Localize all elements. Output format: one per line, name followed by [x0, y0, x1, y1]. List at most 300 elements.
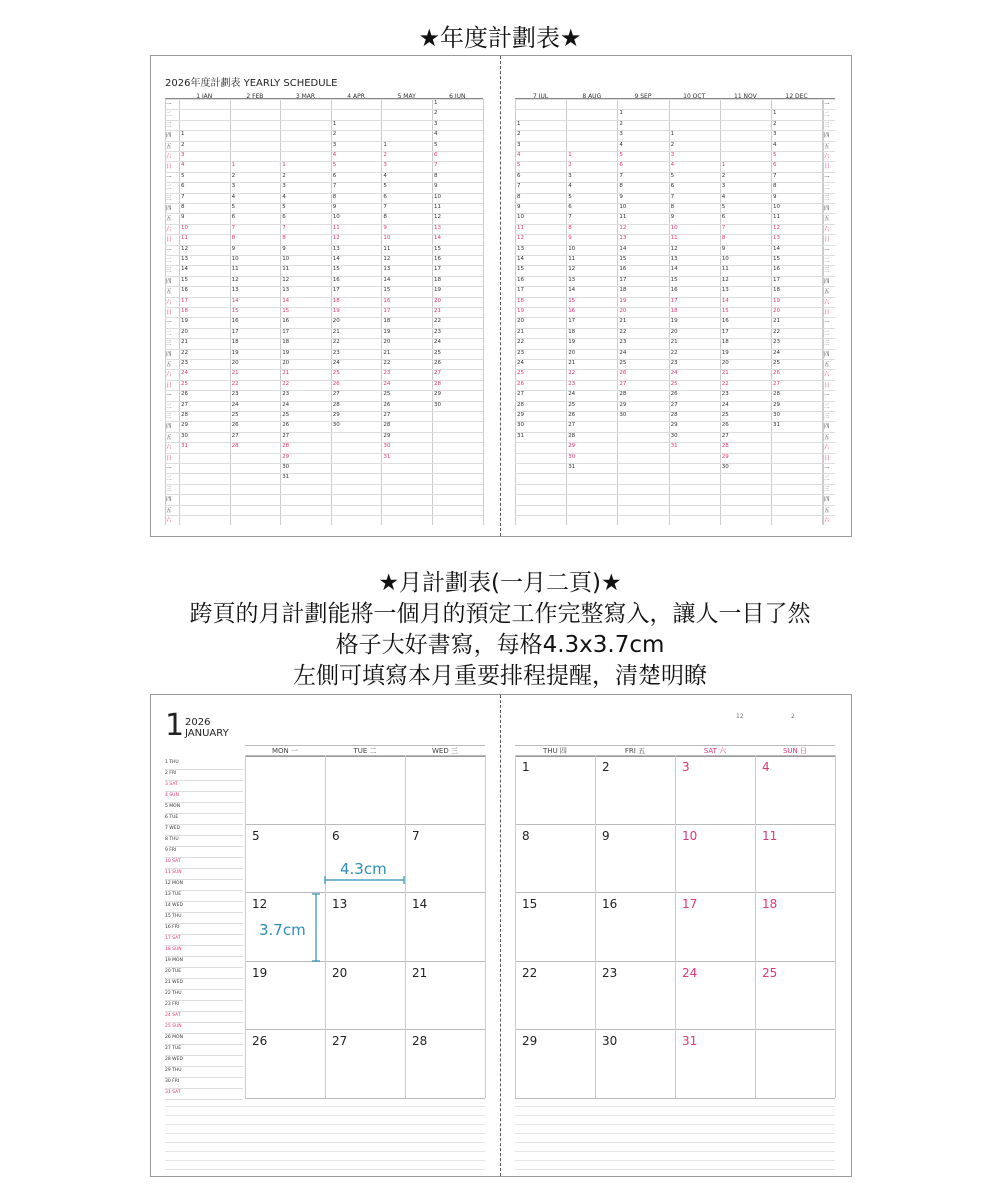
day-number: 13 — [434, 224, 441, 231]
day-number: 20 — [332, 318, 340, 325]
side-day: 23 FRI — [165, 1002, 180, 1007]
monthly-desc-3: 左側可填寫本月重要排程提醒，清楚明瞭 — [293, 663, 707, 689]
row-line — [515, 463, 835, 464]
day-number: 8 — [721, 235, 726, 242]
row-line — [165, 494, 483, 495]
day-number: 13 — [670, 256, 678, 262]
day-number: 19 — [332, 308, 340, 314]
day-number: 12 — [721, 276, 729, 283]
weekday-label: 四 — [824, 351, 830, 358]
day-number: 2 — [181, 141, 185, 148]
row-line — [165, 473, 483, 474]
cell-width-label: 4.3cm — [340, 860, 387, 878]
day-number: 12 — [383, 256, 391, 262]
day-number: 12 — [568, 266, 576, 273]
month-header: 1 JAN — [196, 93, 213, 100]
weekday-label: 一 — [166, 247, 172, 254]
day-number: 1 — [517, 120, 521, 127]
grid-line — [515, 99, 516, 525]
day-number: 13 — [568, 276, 576, 283]
day-number: 8 — [181, 204, 185, 210]
day-number: 20 — [670, 328, 678, 335]
month-header: 11 NOV — [734, 93, 757, 100]
day-number: 2 — [568, 162, 572, 169]
day-number: 13 — [517, 245, 524, 252]
weekday-label: 六 — [824, 372, 830, 379]
day-number: 25 — [434, 349, 441, 356]
day-number: 6 — [619, 162, 623, 169]
day-number: 22 — [181, 349, 188, 356]
side-line — [165, 945, 243, 946]
weekday-header: WED 三 — [405, 745, 485, 757]
weekday-label: 二 — [166, 403, 172, 410]
day-number: 7 — [670, 193, 675, 200]
day-number: 4 — [670, 162, 675, 169]
day-number: 24 — [670, 370, 678, 377]
day-number: 26 — [670, 391, 678, 398]
memo-line — [165, 1160, 485, 1161]
day-number: 15 — [670, 276, 678, 283]
day-number: 27 — [383, 412, 391, 418]
side-day: 22 THU — [165, 991, 182, 996]
side-line — [165, 1077, 243, 1078]
day-number: 25 — [773, 360, 780, 366]
page-fold-line — [500, 695, 501, 1176]
day-number: 4 — [332, 152, 337, 158]
day-number: 3 — [434, 120, 438, 127]
weekday-label: 五 — [824, 143, 830, 150]
row-line — [515, 213, 835, 214]
date-number: 2 — [602, 760, 610, 774]
day-number: 3 — [670, 152, 675, 158]
row-line — [515, 453, 835, 454]
memo-line — [165, 1142, 485, 1143]
weekday-label: 三 — [824, 122, 830, 129]
date-number: 24 — [682, 965, 698, 980]
day-number: 27 — [332, 391, 340, 398]
grid-line — [617, 99, 618, 525]
day-number: 23 — [181, 360, 188, 366]
day-number: 5 — [383, 183, 387, 190]
day-number: 20 — [383, 339, 391, 346]
day-number: 2 — [383, 152, 387, 158]
day-number: 20 — [619, 308, 627, 314]
monthly-schedule-preview — [150, 694, 852, 1177]
day-number: 26 — [231, 422, 239, 429]
date-number: 22 — [522, 965, 538, 980]
side-day: 21 WED — [165, 980, 183, 985]
day-number: 22 — [670, 349, 678, 356]
day-number: 10 — [568, 245, 576, 252]
day-number: 10 — [619, 204, 627, 210]
side-day: 31 SAT — [165, 1090, 181, 1095]
day-number: 1 — [670, 131, 675, 138]
side-day: 27 TUE — [165, 1046, 182, 1051]
day-number: 1 — [434, 100, 438, 106]
day-number: 5 — [568, 193, 572, 200]
day-number: 12 — [231, 276, 239, 283]
day-number: 14 — [568, 287, 576, 294]
day-number: 29 — [434, 391, 441, 398]
day-number: 28 — [181, 412, 188, 418]
side-line — [165, 1000, 243, 1001]
day-number: 16 — [181, 287, 188, 294]
weekday-label: 一 — [824, 466, 830, 472]
memo-line — [165, 1124, 485, 1125]
yearly-schedule-preview — [150, 55, 852, 537]
day-number: 21 — [517, 328, 524, 335]
weekday-label: 四 — [824, 133, 830, 140]
day-number: 21 — [619, 318, 627, 325]
day-number: 10 — [517, 214, 524, 221]
day-number: 2 — [773, 120, 777, 127]
day-number: 18 — [670, 308, 678, 314]
day-number: 16 — [670, 287, 678, 294]
weekday-label: 三 — [166, 122, 172, 129]
col-line — [485, 755, 486, 1098]
day-number: 14 — [619, 245, 627, 252]
day-number: 23 — [383, 370, 391, 377]
side-day: 18 SUN — [165, 947, 182, 952]
weekday-label: 六 — [824, 445, 830, 452]
day-number: 17 — [670, 297, 678, 304]
side-line — [165, 1099, 243, 1100]
memo-line — [165, 1115, 485, 1116]
day-number: 15 — [773, 256, 780, 262]
day-number: 13 — [231, 287, 239, 294]
memo-line — [165, 1151, 485, 1152]
side-line — [165, 1088, 243, 1089]
day-number: 7 — [181, 193, 185, 200]
day-number: 13 — [773, 235, 780, 242]
weekday-label: 四 — [166, 497, 172, 504]
day-number: 24 — [619, 349, 627, 356]
weekday-label: 六 — [166, 518, 172, 524]
day-number: 17 — [721, 328, 729, 335]
side-day: 12 MON — [165, 881, 183, 886]
day-number: 2 — [282, 172, 286, 179]
side-day: 17 SAT — [165, 936, 181, 941]
day-number: 2 — [517, 131, 521, 138]
day-number: 17 — [619, 276, 627, 283]
day-number: 22 — [434, 318, 441, 325]
day-number: 6 — [517, 172, 521, 179]
weekday-label: 六 — [824, 299, 830, 306]
day-number: 14 — [383, 276, 391, 283]
day-number: 5 — [282, 204, 286, 210]
day-number: 12 — [332, 235, 340, 242]
day-number: 14 — [332, 256, 340, 262]
date-number: 21 — [412, 965, 428, 980]
weekday-label: 六 — [166, 226, 172, 233]
day-number: 15 — [517, 266, 524, 273]
month-name: JANUARY — [185, 728, 229, 739]
day-number: 5 — [721, 204, 726, 210]
grid-line — [483, 99, 484, 525]
weekday-label: 一 — [166, 320, 172, 327]
day-number: 27 — [721, 432, 729, 439]
day-number: 28 — [383, 422, 391, 429]
row-line — [165, 453, 483, 454]
day-number: 23 — [568, 380, 576, 387]
day-number: 18 — [383, 318, 391, 325]
weekday-label: 五 — [824, 362, 830, 368]
day-number: 2 — [619, 120, 623, 127]
day-number: 6 — [231, 214, 236, 221]
day-number: 29 — [517, 412, 524, 418]
side-day: 13 TUE — [165, 892, 182, 897]
date-number: 29 — [522, 1034, 538, 1048]
day-number: 29 — [282, 453, 290, 460]
day-number: 24 — [231, 401, 239, 408]
day-number: 11 — [721, 266, 729, 273]
side-day: 26 MON — [165, 1035, 183, 1040]
weekday-label: 三 — [166, 486, 172, 493]
day-number: 22 — [282, 380, 290, 387]
day-number: 4 — [282, 193, 286, 200]
monthly-desc-1: 跨頁的月計劃能將一個月的預定工作完整寫入，讓人一目了然 — [189, 601, 811, 627]
day-number: 9 — [282, 245, 286, 252]
day-number: 3 — [721, 183, 726, 190]
day-number: 25 — [332, 370, 340, 377]
weekday-label: 六 — [166, 154, 172, 160]
day-number: 7 — [282, 224, 286, 231]
month-header: 3 MAR — [295, 93, 316, 100]
row-line — [245, 1098, 485, 1099]
day-number: 23 — [721, 391, 729, 398]
weekday-label: 四 — [166, 133, 172, 140]
date-number: 16 — [602, 897, 618, 911]
date-number: 5 — [252, 828, 260, 843]
weekday-label: 二 — [824, 112, 830, 119]
day-number: 20 — [568, 349, 576, 356]
day-number: 31 — [773, 422, 780, 429]
weekday-label: 三 — [166, 414, 172, 420]
day-number: 11 — [231, 266, 239, 273]
row-line — [515, 193, 835, 194]
day-number: 1 — [619, 110, 623, 117]
day-number: 23 — [282, 391, 290, 398]
day-number: 13 — [619, 235, 627, 242]
side-line — [165, 846, 243, 847]
day-number: 27 — [670, 401, 678, 408]
day-number: 7 — [332, 183, 337, 190]
day-number: 28 — [568, 432, 576, 439]
month-label — [185, 717, 229, 739]
day-number: 19 — [434, 287, 441, 294]
weekday-label: 四 — [824, 424, 830, 431]
day-number: 11 — [181, 235, 188, 242]
side-day: 8 THU — [165, 837, 179, 842]
day-number: 22 — [568, 370, 576, 377]
day-number: 11 — [568, 256, 576, 262]
date-number: 15 — [522, 897, 538, 911]
weekday-label: 五 — [166, 289, 172, 296]
day-number: 18 — [181, 308, 188, 314]
day-number: 23 — [332, 349, 340, 356]
weekday-label: 日 — [824, 164, 830, 171]
day-number: 3 — [383, 162, 387, 169]
row-line — [515, 505, 835, 506]
day-number: 7 — [383, 204, 387, 210]
monthly-heading-block — [0, 568, 1000, 692]
date-number: 13 — [332, 897, 348, 911]
side-day: 7 WED — [165, 826, 181, 831]
weekday-header: THU 四 — [515, 745, 595, 757]
day-number: 10 — [721, 256, 729, 262]
col-line — [595, 755, 596, 1098]
month-header: 6 JUN — [449, 93, 466, 100]
day-number: 18 — [434, 276, 441, 283]
col-line — [515, 755, 516, 1098]
day-number: 6 — [568, 204, 572, 210]
day-number: 6 — [332, 172, 337, 179]
day-number: 1 — [181, 131, 185, 138]
weekday-label: 日 — [166, 164, 172, 171]
weekday-label: 一 — [824, 393, 830, 400]
weekday-label: 二 — [166, 185, 172, 192]
side-day: 28 WED — [165, 1057, 183, 1062]
side-day: 25 SUN — [165, 1024, 182, 1029]
mini-calendar-feb: 2 — [791, 713, 795, 720]
day-number: 11 — [282, 266, 290, 273]
grid-line — [280, 99, 281, 525]
col-line — [675, 755, 676, 1098]
day-number: 8 — [773, 183, 777, 190]
day-number: 16 — [773, 266, 780, 273]
side-day: 4 SUN — [165, 793, 179, 798]
weekday-label: 四 — [166, 278, 172, 285]
monthly-desc-2: 格子大好書寫，每格4.3x3.7cm — [335, 632, 665, 658]
side-line — [165, 1011, 243, 1012]
side-day: 24 SAT — [165, 1013, 181, 1018]
day-number: 29 — [332, 412, 340, 418]
day-number: 5 — [517, 162, 521, 169]
month-header: 5 MAY — [397, 93, 416, 100]
row-line — [515, 203, 835, 204]
day-number: 14 — [181, 266, 188, 273]
day-number: 19 — [383, 328, 391, 335]
memo-line — [165, 1169, 485, 1170]
day-number: 8 — [383, 214, 387, 221]
day-number: 18 — [282, 339, 290, 346]
day-number: 22 — [231, 380, 239, 387]
day-number: 12 — [181, 245, 188, 252]
row-line — [515, 494, 835, 495]
weekday-label: 日 — [166, 310, 172, 316]
day-number: 19 — [181, 318, 188, 325]
row-line — [515, 151, 835, 152]
day-number: 7 — [517, 183, 521, 190]
weekday-label: 三 — [824, 414, 830, 420]
weekday-label: 日 — [166, 455, 172, 462]
date-number: 19 — [252, 965, 268, 980]
weekday-label: 三 — [166, 195, 172, 202]
day-number: 27 — [619, 380, 627, 387]
day-number: 25 — [670, 380, 678, 387]
day-number: 3 — [619, 131, 623, 138]
weekday-label: 五 — [824, 289, 830, 296]
day-number: 6 — [721, 214, 726, 221]
day-number: 21 — [383, 349, 391, 356]
day-number: 17 — [332, 287, 340, 294]
weekday-label: 四 — [824, 206, 830, 212]
weekday-label: 四 — [166, 351, 172, 358]
day-number: 21 — [231, 370, 239, 377]
weekday-label: 一 — [166, 174, 172, 181]
day-number: 3 — [181, 152, 185, 158]
weekday-label: 六 — [824, 154, 830, 160]
day-number: 3 — [773, 131, 777, 138]
weekday-label: 五 — [166, 143, 172, 150]
day-number: 11 — [619, 214, 627, 221]
day-number: 30 — [619, 412, 627, 418]
side-line — [165, 857, 243, 858]
day-number: 17 — [434, 266, 441, 273]
side-line — [165, 824, 243, 825]
day-number: 23 — [517, 349, 524, 356]
row-line — [165, 411, 483, 412]
weekday-label: 二 — [824, 476, 830, 483]
date-number: 4 — [762, 760, 770, 774]
day-number: 9 — [181, 214, 185, 221]
side-line — [165, 1033, 243, 1034]
day-number: 12 — [773, 224, 780, 231]
day-number: 17 — [773, 276, 780, 283]
day-number: 15 — [282, 308, 290, 314]
day-number: 4 — [434, 131, 438, 138]
page-fold-line — [500, 56, 501, 536]
side-day: 16 FRI — [165, 925, 180, 930]
day-number: 5 — [670, 172, 675, 179]
day-number: 18 — [773, 287, 780, 294]
col-line — [835, 755, 836, 1098]
day-number: 8 — [434, 172, 438, 179]
mini-calendar-dec: 12 — [736, 713, 744, 720]
weekday-header: SUN 日 — [755, 745, 835, 757]
day-number: 14 — [517, 256, 524, 262]
day-number: 23 — [619, 339, 627, 346]
day-number: 29 — [773, 401, 780, 408]
day-number: 9 — [517, 204, 521, 210]
date-number: 23 — [602, 965, 618, 980]
day-number: 4 — [231, 193, 236, 200]
yearly-title: 2026年度計劃表 YEARLY SCHEDULE — [165, 78, 338, 89]
day-number: 11 — [383, 245, 391, 252]
day-number: 14 — [231, 297, 239, 304]
day-number: 30 — [568, 453, 576, 460]
day-number: 22 — [517, 339, 524, 346]
day-number: 7 — [434, 162, 438, 169]
date-number: 1 — [522, 760, 530, 774]
day-number: 16 — [332, 276, 340, 283]
day-number: 10 — [332, 214, 340, 221]
day-number: 15 — [383, 287, 391, 294]
day-number: 8 — [332, 193, 337, 200]
day-number: 22 — [619, 328, 627, 335]
col-line — [755, 755, 756, 1098]
weekday-label: 三 — [824, 268, 830, 275]
day-number: 7 — [721, 224, 726, 231]
day-number: 12 — [282, 276, 290, 283]
row-line — [165, 463, 483, 464]
day-number: 28 — [773, 391, 780, 398]
day-number: 26 — [721, 422, 729, 429]
day-number: 14 — [773, 245, 780, 252]
day-number: 18 — [619, 287, 627, 294]
day-number: 10 — [670, 224, 678, 231]
day-number: 31 — [181, 443, 188, 450]
